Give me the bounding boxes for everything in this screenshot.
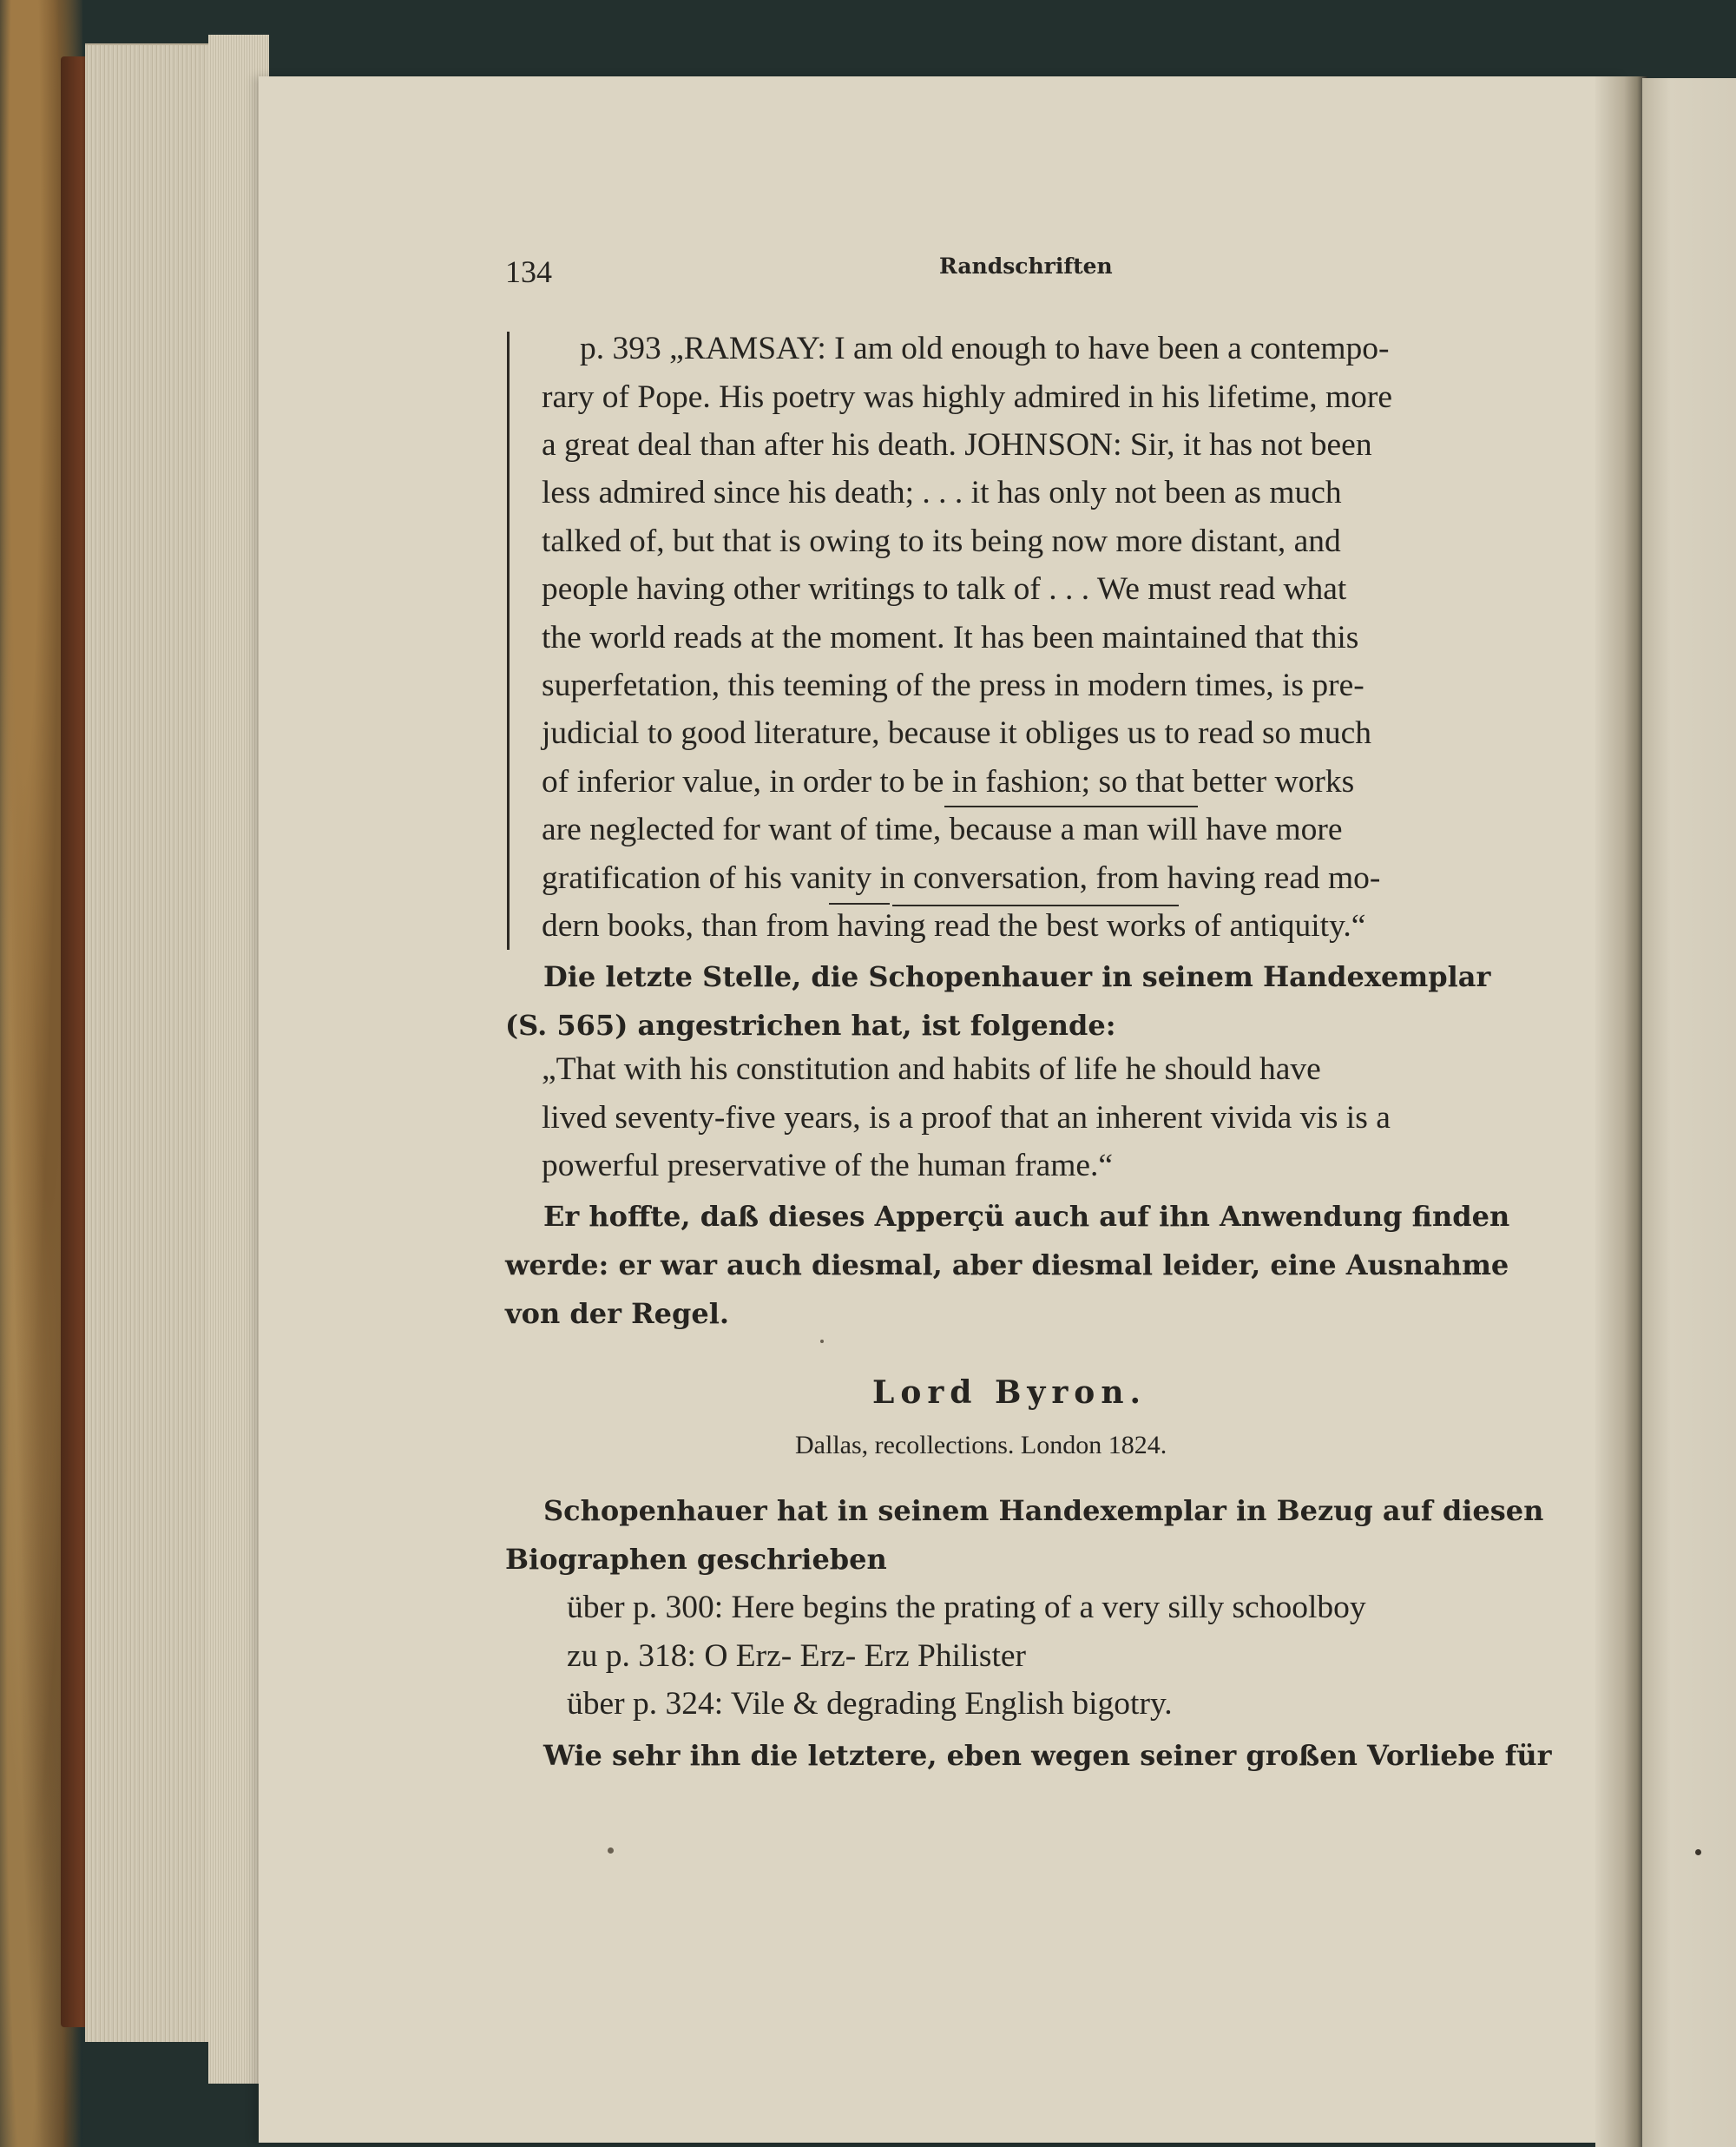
german-line: Er hoffte, daß dieses Apperçü auch auf ihn Anwendung finden <box>543 1200 1510 1233</box>
quote-line: rary of Pope. His poetry was highly admired in his lifetime, more <box>542 379 1392 415</box>
quote-line: „That with his constitution and habits of life he should have <box>542 1051 1321 1087</box>
quote-line: gratification of his vanity in conversation, from having read mo- <box>542 860 1381 896</box>
german-line: Biographen geschrieben <box>505 1543 887 1576</box>
quote-line: of inferior value, in order to be in fashion; so that better works <box>542 764 1355 800</box>
quote-line: people having other writings to talk of . . . We must read what <box>542 571 1347 607</box>
page-number: 134 <box>505 254 552 289</box>
underline-vanity <box>829 903 890 905</box>
german-line: Schopenhauer hat in seinem Handexemplar in Bezug auf diesen <box>543 1494 1544 1527</box>
margin-note: über p. 300: Here begins the prating of a very silly schoolboy <box>567 1590 1366 1625</box>
margin-note: über p. 324: Vile & degrading English bigotry. <box>567 1686 1173 1722</box>
german-line: (S. 565) angestrichen hat, ist folgende: <box>505 1009 1116 1042</box>
quote-line: less admired since his death; . . . it has only not been as much <box>542 475 1342 510</box>
underline-in-conversation <box>892 905 1179 906</box>
quote-line: powerful preservative of the human frame.“ <box>542 1148 1114 1183</box>
german-line: Wie sehr ihn die letztere, eben wegen seiner großen Vorliebe für <box>543 1739 1552 1772</box>
quote-line: the world reads at the moment. It has been maintained that this <box>542 620 1359 655</box>
quote-line: superfetation, this teeming of the press in modern times, is pre- <box>542 668 1364 703</box>
facing-page <box>1642 78 1736 2147</box>
quote-line: talked of, but that is owing to its being now more distant, and <box>542 524 1341 559</box>
section-title: Lord Byron. <box>872 1374 1147 1411</box>
book-gutter <box>1595 76 1647 2147</box>
quote-line: a great deal than after his death. JOHNSON: Sir, it has not been <box>542 427 1372 463</box>
german-line: werde: er war auch diesmal, aber diesmal leider, eine Ausnahme <box>505 1248 1509 1281</box>
page-speck <box>820 1340 824 1343</box>
underline-to-be-in-fashion <box>944 806 1198 807</box>
quote-line: judicial to good literature, because it obliges us to read so much <box>542 715 1371 751</box>
german-line: von der Regel. <box>505 1297 730 1330</box>
margin-note: zu p. 318: O Erz- Erz- Erz Philister <box>567 1638 1026 1674</box>
margin-marking-line <box>507 332 510 950</box>
german-line: Die letzte Stelle, die Schopenhauer in seinem Handexemplar <box>543 960 1491 993</box>
running-head: Randschriften <box>939 254 1113 279</box>
quote-line: p. 393 „RAMSAY: I am old enough to have been a contempo- <box>580 331 1390 366</box>
quote-line: dern books, than from having read the best works of antiquity.“ <box>542 908 1366 944</box>
section-subtitle: Dallas, recollections. London 1824. <box>795 1431 1167 1459</box>
quote-line: are neglected for want of time, because a man will have more <box>542 812 1343 847</box>
quote-line: lived seventy-five years, is a proof that an inherent vivida vis is a <box>542 1100 1391 1136</box>
page-speck <box>608 1847 614 1854</box>
facing-page-mark <box>1695 1849 1701 1855</box>
